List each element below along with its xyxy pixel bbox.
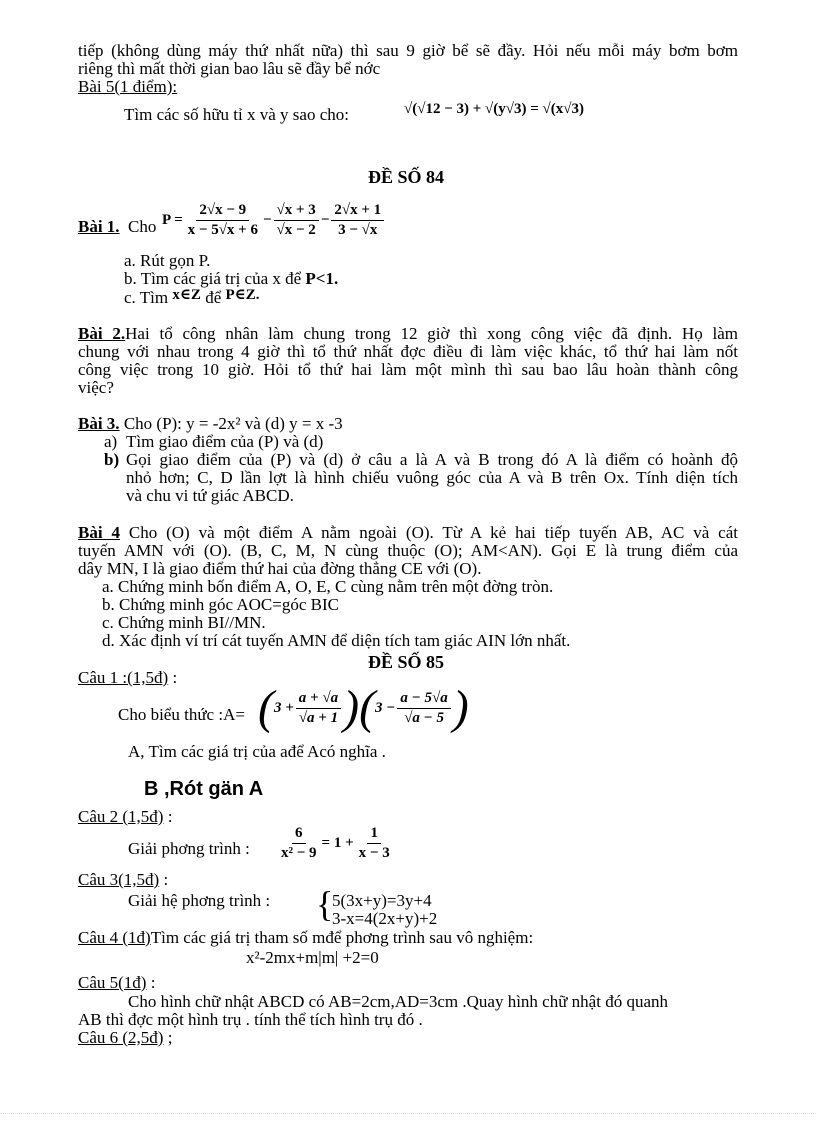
cau1-part-b: B ,Rót gän A bbox=[144, 778, 264, 800]
bai1-a: a. Rút gọn P. bbox=[124, 251, 211, 270]
bai1-formula: P = $\frac{2√x - 9}{x - 5√x + 6}$ − $\frac{√x + 3}{√x - 2}$ − $\frac{2√x + 1}{3 - √x}$ bbox=[162, 202, 386, 239]
bai4-line-2: tuyến AMN với (O). (B, C, M, N cùng thuộc (O); AM<AN). Gọi E là trung điểm của bbox=[78, 541, 738, 560]
bai2-line-3: công việc trong 10 giờ. Hỏi tổ thứ hai làm một mình thì sau bao lâu hoàn thành công bbox=[78, 360, 738, 379]
brace-icon: { bbox=[316, 884, 334, 924]
cau2-label: Câu 2 (1,5đ) : bbox=[78, 807, 173, 826]
bai1-b: b. Tìm các giá trị của x để P<1. bbox=[124, 269, 339, 288]
bai2-line-4: việc? bbox=[78, 378, 114, 397]
cau6-label: Câu 6 (2,5đ) ; bbox=[78, 1028, 173, 1047]
bai3-a-label: a) bbox=[104, 432, 118, 451]
intro-line-1: tiếp (không dùng máy thứ nhất nữa) thì sau 9 giờ bể sẽ đầy. Hỏi nếu mỗi máy bơm bơm bbox=[78, 41, 738, 60]
page-bottom-border bbox=[0, 1113, 816, 1114]
cau1-fraction-2: $\frac{a - 5√a}{√a - 5}$ bbox=[397, 690, 450, 727]
cau2-fraction-1: $\frac{6}{\text{x² − 9}}$ bbox=[281, 825, 317, 861]
cau1-part-a: A, Tìm các giá trị của ađể Acó nghĩa . bbox=[128, 742, 386, 761]
cau1-fraction-1: $\frac{a + √a}{√a + 1}$ bbox=[296, 690, 341, 727]
bai4-c: c. Chứng minh BI//MN. bbox=[102, 613, 266, 632]
cau3-text: Giải hệ phơng trình : bbox=[128, 891, 271, 910]
bai1-label: Bài 1. bbox=[78, 217, 120, 236]
bai5-title: Bài 5(1 điểm): bbox=[78, 77, 178, 96]
bai3-a: Tìm giao điểm của (P) và (d) bbox=[126, 432, 324, 451]
cau2-fraction-2: $\frac{1}{x - 3}$ bbox=[358, 825, 390, 861]
bai3-b-1: Gọi giao điểm của (P) và (d) ở câu a là A và B trong đó A là điểm có hoành độ bbox=[126, 450, 738, 469]
bai4-a: a. Chứng minh bốn điểm A, O, E, C cùng nằm trên một đờng tròn. bbox=[102, 577, 554, 596]
bai3-b-3: và chu vi tứ giác ABCD. bbox=[126, 486, 294, 505]
cau5-line-2: AB thì đợc một hình trụ . tính thể tích hình trụ đó . bbox=[78, 1010, 423, 1029]
cau2-formula: $\frac{6}{\text{x² − 9}}$ = 1 + $\frac{1}{x - 3}$ bbox=[276, 825, 395, 862]
cau5-line-1: Cho hình chữ nhật ABCD có AB=2cm,AD=3cm .Quay hình chữ nhật đó quanh bbox=[128, 992, 668, 1011]
bai2-line-2: chung với nhau trong 4 giờ thì tổ thứ nhất đợc điều đi làm việc khác, tổ thứ hai làm nốt bbox=[78, 342, 738, 361]
cau5-label: Câu 5(1đ) : bbox=[78, 973, 156, 992]
bai5-text: Tìm các số hữu tỉ x và y sao cho: bbox=[124, 105, 349, 124]
bai3-line: Bài 3. Cho (P): y = -2x² và (d) y = x -3 bbox=[78, 414, 343, 433]
de84-heading: ĐỀ SỐ 84 bbox=[368, 167, 445, 187]
fraction-3: $\frac{2√x + 1}{3 - √x}$ bbox=[331, 202, 384, 239]
cau3-eq-1: 5(3x+y)=3y+4 bbox=[332, 891, 432, 910]
cau1-text: Cho biểu thức :A= bbox=[118, 705, 245, 724]
cau1-label: Câu 1 :(1,5đ) : bbox=[78, 668, 178, 687]
bai3-b-label: b) bbox=[104, 450, 120, 469]
bai4-line-3: dây MN, I là giao điểm thứ hai của đờng thẳng CE với (O). bbox=[78, 559, 482, 578]
bai4-b: b. Chứng minh góc AOC=góc BIC bbox=[102, 595, 339, 614]
de85-heading: ĐỀ SỐ 85 bbox=[368, 652, 445, 672]
bai2-line-1: Bài 2.Hai tổ công nhân làm chung trong 12 giờ thì xong công việc đã định. Họ làm bbox=[78, 324, 739, 343]
cau3-label: Câu 3(1,5đ) : bbox=[78, 870, 169, 889]
bai4-d: d. Xác định ví trí cát tuyến AMN để diện tích tam giác AIN lớn nhất. bbox=[102, 631, 571, 650]
bai1-cho: Cho bbox=[128, 217, 157, 236]
cau1-formula: ( 3 + $\frac{a + √a}{√a + 1}$ ) ( 3 − $\frac{a - 5√a}{√a - 5}$ ) bbox=[258, 681, 469, 734]
formula-lhs: P = bbox=[162, 212, 183, 228]
cau3-eq-2: 3-x=4(2x+y)+2 bbox=[332, 909, 438, 928]
bai1-c: c. Tìm x∈Z để P∈Z. bbox=[124, 287, 260, 307]
fraction-1: $\frac{2√x - 9}{x - 5√x + 6}$ bbox=[187, 202, 258, 238]
bai5-formula: √(√12 − 3) + √(y√3) = √(x√3) bbox=[404, 101, 585, 117]
intro-line-2: riêng thì mất thời gian bao lâu sẽ đầy bể nớc bbox=[78, 59, 381, 78]
bai3-b-2: nhỏ hơn; C, D lần lợt là hình chiếu vuông góc của A và B trên Ox. Tính diện tích bbox=[126, 468, 738, 487]
bai4-line-1: Bài 4 Cho (O) và một điểm A nằm ngoài (O). Từ A kẻ hai tiếp tuyến AB, AC và cát bbox=[78, 523, 739, 542]
cau2-text: Giải phơng trình : bbox=[128, 839, 250, 858]
fraction-2: $\frac{√x + 3}{√x - 2}$ bbox=[274, 202, 319, 239]
cau4-line: Câu 4 (1đ)Tìm các giá trị tham số mđể phơng trình sau vô nghiệm: bbox=[78, 928, 534, 947]
cau4-formula: x²-2mx+m|m| +2=0 bbox=[246, 948, 379, 967]
